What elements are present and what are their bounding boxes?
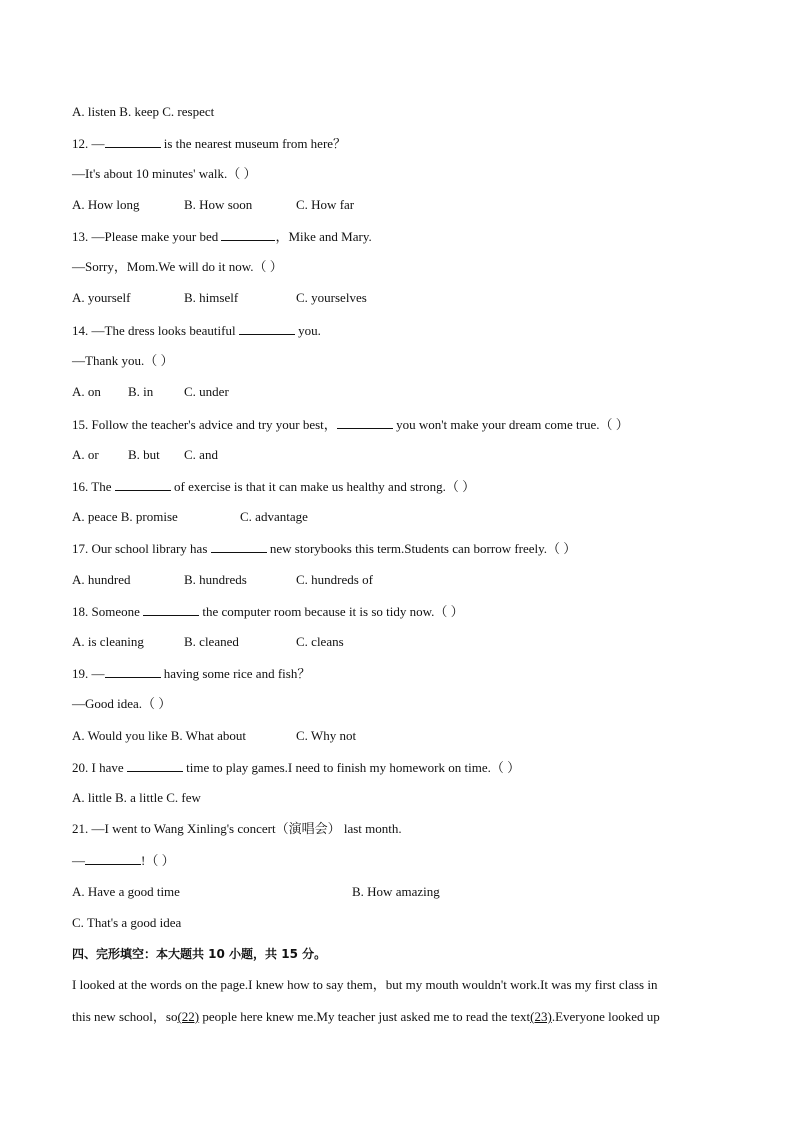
question-19-reply-text: —Good idea.（ ） — [72, 696, 172, 711]
answer-blank[interactable] — [127, 759, 183, 772]
blank-22[interactable]: (22) — [177, 1009, 200, 1024]
option-b[interactable]: B. hundreds — [184, 572, 247, 587]
answer-blank[interactable] — [105, 135, 161, 148]
blank-23[interactable]: (23) — [530, 1009, 552, 1024]
option-a-b[interactable]: A. peace B. promise — [72, 509, 178, 524]
answer-blank[interactable] — [143, 603, 199, 616]
question-18-stem-end: the computer room because it is so tidy now.（ ） — [199, 604, 464, 619]
question-20-stem-end: time to play games.I need to finish my homework on time.（ ） — [182, 760, 521, 775]
question-17-stem-end: new storybooks this term.Students can borrow freely.（ ） — [266, 541, 577, 556]
option-b[interactable]: B. How soon — [184, 197, 253, 212]
question-16-stem-start: 16. The — [72, 479, 115, 494]
passage-text: .Everyone looked up — [551, 1009, 660, 1024]
option-c[interactable]: C. hundreds of — [296, 572, 373, 587]
option-b[interactable]: B. How amazing — [352, 884, 440, 899]
question-15-stem-end: you won't make your dream come true.（ ） — [392, 417, 629, 432]
question-14-stem-start: 14. —The dress looks beautiful — [72, 323, 239, 338]
option-a[interactable]: A. hundred — [72, 572, 131, 587]
option-a-b[interactable]: A. Would you like B. What about — [72, 728, 246, 743]
option-c[interactable]: C. under — [184, 384, 229, 399]
answer-blank[interactable] — [115, 478, 171, 491]
option-a-b-c[interactable]: A. little B. a little C. few — [72, 790, 201, 805]
question-16 — [72, 478, 475, 495]
question-20 — [72, 759, 520, 776]
question-21-reply-end: !（ ） — [141, 853, 175, 868]
option-c[interactable]: C. cleans — [296, 634, 344, 649]
question-21-reply-start: — — [72, 853, 85, 868]
q11-options-text: A. listen B. keep C. respect — [72, 104, 215, 119]
answer-blank[interactable] — [239, 322, 295, 335]
passage-text: this new school，so — [72, 1009, 178, 1024]
question-13-stem-start: 13. —Please make your bed — [72, 229, 222, 244]
question-21-options-row2 — [72, 915, 181, 931]
question-18 — [72, 603, 464, 620]
question-12-reply — [72, 166, 257, 182]
question-14-reply — [72, 353, 173, 369]
question-14 — [72, 322, 321, 339]
option-a[interactable]: A. Have a good time — [72, 884, 180, 899]
question-17 — [72, 540, 576, 557]
question-21-reply — [72, 852, 175, 869]
passage-line-1 — [72, 977, 657, 993]
question-17-stem-start: 17. Our school library has — [72, 541, 211, 556]
section-heading-text: 四、完形填空：本大题共 10 小题，共 15 分。 — [72, 947, 327, 961]
question-14-reply-text: —Thank you.（ ） — [72, 353, 174, 368]
question-13 — [72, 228, 372, 245]
option-b[interactable]: B. cleaned — [184, 634, 239, 649]
question-21 — [72, 821, 402, 837]
option-b[interactable]: B. himself — [184, 290, 239, 305]
question-18-stem-start: 18. Someone — [72, 604, 144, 619]
answer-blank[interactable] — [85, 852, 141, 865]
answer-blank[interactable] — [337, 416, 393, 429]
option-b[interactable]: B. but — [128, 447, 160, 462]
passage-text: people here knew me.My teacher just asked me to read the text — [199, 1009, 531, 1024]
question-15 — [72, 416, 629, 433]
option-a[interactable]: A. or — [72, 447, 99, 462]
question-20-options — [72, 790, 201, 806]
option-a[interactable]: A. How long — [72, 197, 140, 212]
answer-blank[interactable] — [221, 228, 275, 241]
passage-text: I looked at the words on the page.I knew how to say them，but my mouth wouldn't work.It was my first class in — [72, 977, 658, 992]
question-12-stem-end: is the nearest museum from here？ — [160, 136, 347, 151]
option-c[interactable]: C. How far — [296, 197, 355, 212]
q11-options — [72, 104, 214, 120]
answer-blank[interactable] — [105, 665, 161, 678]
question-20-stem-start: 20. I have — [72, 760, 127, 775]
option-a[interactable]: A. yourself — [72, 290, 131, 305]
question-16-stem-end: of exercise is that it can make us healthy and strong.（ ） — [170, 479, 476, 494]
option-c[interactable]: C. and — [184, 447, 218, 462]
question-12 — [72, 135, 346, 152]
option-a[interactable]: A. on — [72, 384, 101, 399]
question-19-reply — [72, 696, 171, 712]
question-14-stem-end: you. — [294, 323, 321, 338]
answer-blank[interactable] — [211, 540, 267, 553]
question-19 — [72, 665, 310, 682]
option-c[interactable]: C. advantage — [240, 509, 308, 524]
question-13-reply-text: —Sorry，Mom.We will do it now.（ ） — [72, 259, 283, 274]
question-12-stem-start: 12. — — [72, 136, 105, 151]
passage-line-2 — [72, 1009, 660, 1025]
option-c[interactable]: C. yourselves — [296, 290, 367, 305]
question-13-stem-end: ，Mike and Mary. — [275, 229, 372, 244]
question-21-stem: 21. —I went to Wang Xinling's concert（演唱会） last month. — [72, 821, 402, 836]
question-19-stem-start: 19. — — [72, 666, 105, 681]
question-19-stem-end: having some rice and fish？ — [160, 666, 311, 681]
option-a[interactable]: A. is cleaning — [72, 634, 144, 649]
option-c[interactable]: C. Why not — [296, 728, 357, 743]
section-heading — [72, 946, 326, 962]
question-15-stem-start: 15. Follow the teacher's advice and try your best， — [72, 417, 337, 432]
question-13-reply — [72, 259, 283, 275]
question-12-reply-text: —It's about 10 minutes' walk.（ ） — [72, 166, 257, 181]
option-b[interactable]: B. in — [128, 384, 154, 399]
option-c[interactable]: C. That's a good idea — [72, 915, 182, 930]
